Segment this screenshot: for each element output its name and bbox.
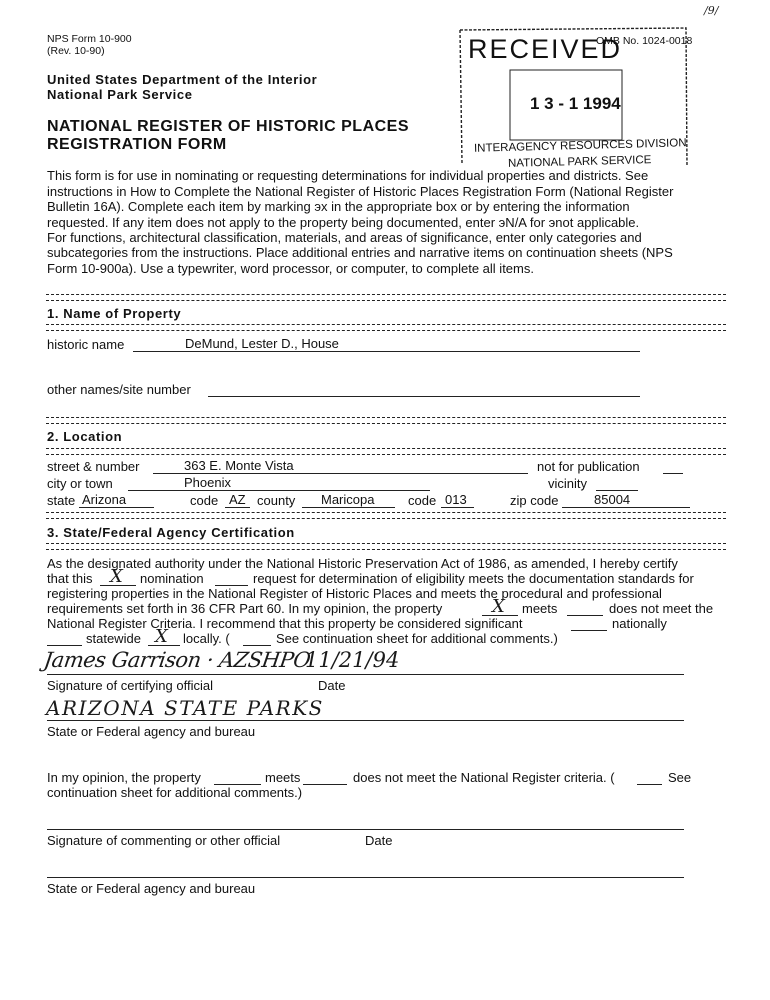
continuation-note: See continuation sheet for additional comments.) bbox=[276, 631, 558, 646]
statewide-checkbox[interactable] bbox=[47, 645, 82, 646]
county-field[interactable] bbox=[302, 507, 395, 508]
county-code-value: 013 bbox=[445, 492, 467, 507]
zip-label: zip code bbox=[510, 493, 559, 508]
street-label: street & number bbox=[47, 459, 140, 474]
certifying-date-label: Date bbox=[318, 678, 346, 693]
state-label: state bbox=[47, 493, 76, 508]
does-not-meet-label: does not meet the bbox=[609, 601, 714, 616]
opinion-line-1: In my opinion, the property bbox=[47, 770, 201, 785]
form-subtitle: REGISTRATION FORM bbox=[47, 136, 227, 153]
certifying-signature: James Garrison · AZSHPO bbox=[42, 648, 312, 672]
opinion-does-not-meet-checkbox[interactable] bbox=[303, 784, 347, 785]
stamp-received: RECEIVED bbox=[468, 34, 623, 64]
not-for-publication-label: not for publication bbox=[537, 459, 640, 474]
section-1-heading: 1. Name of Property bbox=[47, 306, 182, 321]
certification-line-3: registering properties in the National Register of Historic Places and meets the procedural and professional bbox=[47, 586, 662, 601]
certifying-agency-line[interactable] bbox=[47, 720, 684, 721]
intro-line-4: requested. If any item does not apply to the property being documented, enter эN/A for эnot applicable. bbox=[47, 215, 640, 230]
opinion-meets-label: meets bbox=[265, 770, 301, 785]
omb-number: OMB No. 1024-0018 bbox=[596, 35, 693, 47]
form-title: NATIONAL REGISTER OF HISTORIC PLACES bbox=[47, 118, 410, 135]
intro-line-2: instructions in How to Complete the National Register of Historic Places Registration Form (National Register bbox=[47, 184, 674, 199]
continuation-checkbox[interactable] bbox=[243, 645, 271, 646]
form-number: NPS Form 10-900 bbox=[47, 33, 132, 45]
section-rule bbox=[46, 324, 726, 331]
street-value: 363 E. Monte Vista bbox=[184, 458, 294, 473]
state-value: Arizona bbox=[82, 492, 127, 507]
county-code-field[interactable] bbox=[441, 507, 474, 508]
vicinity-label: vicinity bbox=[548, 476, 588, 491]
section-rule bbox=[46, 448, 726, 455]
historic-name-label: historic name bbox=[47, 337, 125, 352]
not-for-publication-field[interactable] bbox=[663, 473, 683, 474]
certifying-agency-label: State or Federal agency and bureau bbox=[47, 724, 256, 739]
received-stamp bbox=[458, 26, 693, 170]
commenting-agency-label: State or Federal agency and bureau bbox=[47, 881, 256, 896]
vicinity-field[interactable] bbox=[596, 490, 638, 491]
certification-line-5: National Register Criteria. I recommend that this property be considered significant bbox=[47, 616, 523, 631]
intro-line-3: Bulletin 16A). Complete each item by marking эx in the appropriate box or by entering the information bbox=[47, 199, 630, 214]
other-names-label: other names/site number bbox=[47, 382, 191, 397]
zip-field[interactable] bbox=[562, 507, 690, 508]
form-revision: (Rev. 10-90) bbox=[47, 45, 105, 57]
certifying-signature-line[interactable] bbox=[47, 674, 684, 675]
corner-mark: /9/ bbox=[704, 4, 719, 17]
commenting-signature-line[interactable] bbox=[47, 829, 684, 830]
section-rule bbox=[46, 294, 726, 301]
zip-value: 85004 bbox=[594, 492, 631, 507]
county-code-label: code bbox=[408, 493, 437, 508]
nomination-mark: X bbox=[110, 566, 123, 587]
nationally-label: nationally bbox=[612, 616, 667, 631]
stamp-park-service: NATIONAL PARK SERVICE bbox=[507, 154, 652, 170]
intro-line-7: Form 10-900a). Use a typewriter, word processor, or computer, to complete all items. bbox=[47, 261, 534, 276]
state-code-field[interactable] bbox=[225, 507, 250, 508]
certification-line-4: requirements set forth in 36 CFR Part 60. In my opinion, the property bbox=[47, 601, 443, 616]
state-code-value: AZ bbox=[229, 492, 246, 507]
historic-name-field[interactable] bbox=[133, 351, 640, 352]
intro-line-5: For functions, architectural classification, materials, and areas of significance, enter only categories and bbox=[47, 230, 642, 245]
nomination-label: nomination bbox=[140, 571, 204, 586]
certification-that-this: that this bbox=[47, 571, 93, 586]
meets-mark: X bbox=[492, 596, 505, 617]
section-2-heading: 2. Location bbox=[47, 429, 123, 444]
section-rule bbox=[46, 417, 726, 424]
statewide-label: statewide bbox=[86, 631, 141, 646]
stamp-date: 1 3 - 1 1994 bbox=[530, 94, 621, 113]
commenting-agency-line[interactable] bbox=[47, 877, 684, 878]
opinion-does-not-meet-label: does not meet the National Register criteria. ( bbox=[353, 770, 615, 785]
section-rule bbox=[46, 543, 726, 550]
state-field[interactable] bbox=[79, 507, 154, 508]
commenting-signature-label: Signature of commenting or other official bbox=[47, 833, 281, 848]
city-value: Phoenix bbox=[184, 475, 231, 490]
city-field[interactable] bbox=[128, 490, 430, 491]
intro-line-6: subcategories from the instructions. Place additional entries and narrative items on continuation sheets (NPS bbox=[47, 245, 673, 260]
county-value: Maricopa bbox=[321, 492, 375, 507]
nationally-checkbox[interactable] bbox=[571, 630, 607, 631]
city-label: city or town bbox=[47, 476, 113, 491]
intro-line-1: This form is for use in nominating or requesting determinations for individual properties and districts. See bbox=[47, 168, 649, 183]
opinion-continuation-checkbox[interactable] bbox=[637, 784, 662, 785]
stamp-division: INTERAGENCY RESOURCES DIVISION bbox=[473, 137, 687, 155]
certifying-signature-label: Signature of certifying official bbox=[47, 678, 213, 693]
certifying-date-value: 11/21/94 bbox=[305, 648, 400, 672]
meets-label: meets bbox=[522, 601, 558, 616]
opinion-line-2: continuation sheet for additional comments.) bbox=[47, 785, 303, 800]
section-3-heading: 3. State/Federal Agency Certification bbox=[47, 525, 295, 540]
locally-mark: X bbox=[155, 626, 168, 647]
does-not-meet-checkbox[interactable] bbox=[567, 615, 603, 616]
county-label: county bbox=[257, 493, 296, 508]
state-code-label: code bbox=[190, 493, 219, 508]
opinion-see-label: See bbox=[668, 770, 692, 785]
street-field[interactable] bbox=[153, 473, 528, 474]
locally-label: locally. ( bbox=[183, 631, 230, 646]
department-name: United States Department of the Interior bbox=[47, 72, 318, 87]
section-rule bbox=[46, 512, 726, 519]
certification-line-2-rest: request for determination of eligibility meets the documentation standards for bbox=[253, 571, 694, 586]
certification-line-1: As the designated authority under the National Historic Preservation Act of 1986, as amended, I hereby certify bbox=[47, 556, 678, 571]
commenting-date-label: Date bbox=[365, 833, 393, 848]
service-name: National Park Service bbox=[47, 87, 193, 102]
certifying-agency-value: ARIZONA STATE PARKS bbox=[46, 696, 324, 720]
other-names-field[interactable] bbox=[208, 396, 640, 397]
historic-name-value: DeMund, Lester D., House bbox=[185, 336, 339, 351]
